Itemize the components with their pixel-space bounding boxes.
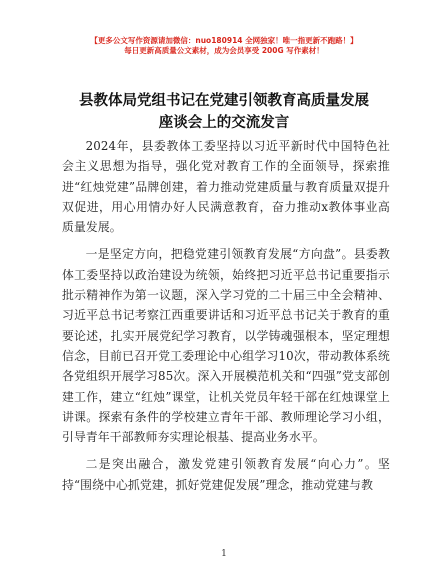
promo-banner-line-2: 每日更新高质量公文素材，成为会员享受 200G 写作素材！ — [124, 46, 324, 55]
promo-banner-line-1: 【更多公文写作资源请加微信：nuo180914 全网独家！唯一指更新不跑路！】 — [90, 36, 358, 45]
document-title-line-1: 县教体局党组书记在党建引领教育高质量发展 — [79, 93, 369, 109]
document-body — [62, 136, 390, 502]
body-paragraph-3: 二是突出融合，激发党建引领教育发展“向心力”。坚持“围绕中心抓党建，抓好党建促发展”理念，推动党建与教 — [62, 457, 390, 492]
document-title — [0, 90, 448, 134]
body-paragraph-2: 一是坚定方向，把稳党建引领教育发展“方向盘”。县委教体工委坚持以政治建设为统领，始终把习近平总书记重要指示批示精神作为第一议题，深入学习党的二十届三中全会精神、习近平总书记考察江西重要讲话和习近平总书记关于教育的重要论述，扎实开展党纪学习教育，以学铸魂强根本，坚定理想信念，目前已召开党工委理论中心组学习10次，带动教体系统各党组织开展学习85次。深入开展模范机关和“四强”党支部创建工作，建立“红烛”课堂，让机关党员年轻干部在红烛课堂上讲课。探索有条件的学校建立青年干部、教师理论学习小组，引导青年干部教师夯实理论根基、提高业务水平。 — [62, 247, 390, 445]
body-paragraph-1: 2024年，县委教体工委坚持以习近平新时代中国特色社会主义思想为指导，强化党对教育工作的全面领导，探索推进“红烛党建”品牌创建，着力推动党建质量与教育质量双提升双促进，用心用情办好人民满意教育，奋力推动x教体事业高质量发展。 — [62, 139, 390, 235]
page-number: 1 — [221, 549, 227, 559]
document-title-line-2: 座谈会上的交流发言 — [158, 115, 290, 131]
promo-banner — [0, 36, 448, 56]
